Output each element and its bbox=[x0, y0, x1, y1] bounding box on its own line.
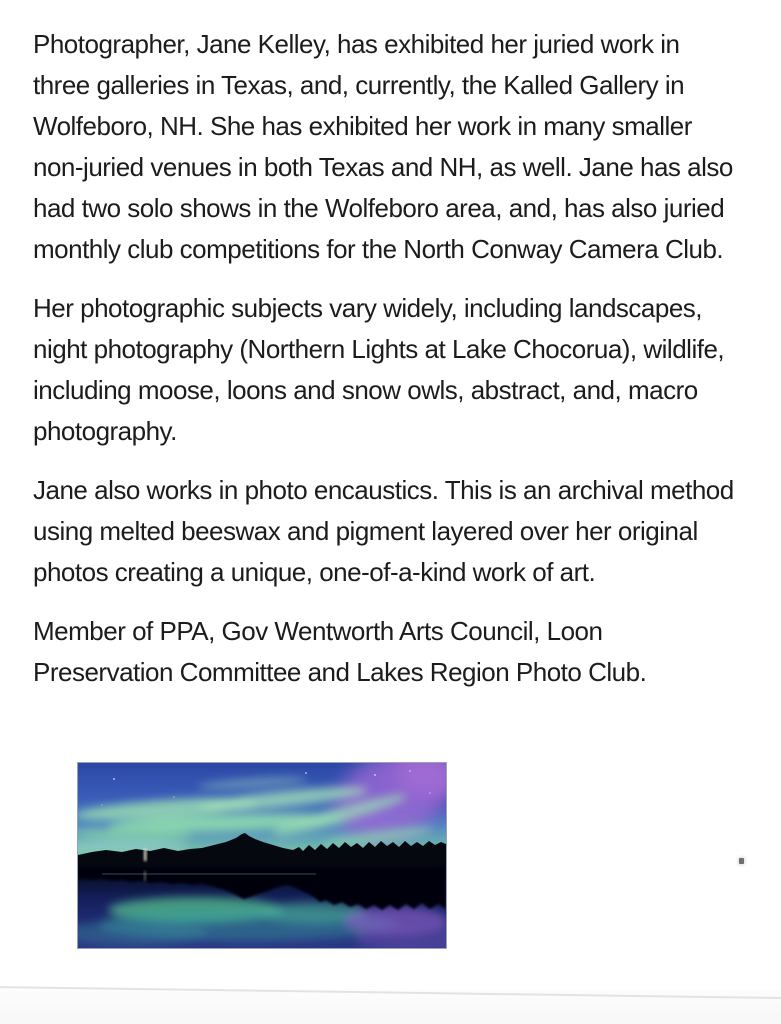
text-line: Wolfeboro, NH. She has exhibited her work in many smaller bbox=[33, 111, 692, 141]
text-line: photos creating a unique, one-of-a-kind work of art. bbox=[33, 557, 596, 587]
text-line: Preservation Committee and Lakes Region Photo Club. bbox=[33, 657, 647, 687]
text-line: Member of PPA, Gov Wentworth Arts Council, Loon bbox=[33, 616, 603, 646]
paragraph-memberships bbox=[33, 611, 767, 693]
text-line: Jane also works in photo encaustics. This is an archival method bbox=[33, 475, 734, 505]
text-line: non-juried venues in both Texas and NH, as well. Jane has also bbox=[33, 152, 733, 182]
text-line: including moose, loons and snow owls, abstract, and, macro bbox=[33, 375, 698, 405]
bio-text bbox=[33, 24, 767, 711]
shore-light-reflection bbox=[144, 871, 146, 881]
scan-dust-speck bbox=[739, 858, 744, 864]
text-line: Photographer, Jane Kelley, has exhibited her juried work in bbox=[33, 29, 680, 59]
aurora-lake-photo bbox=[77, 762, 447, 949]
text-line: Her photographic subjects vary widely, including landscapes, bbox=[33, 293, 703, 323]
text-line: night photography (Northern Lights at Lake Chocorua), wildlife, bbox=[33, 334, 725, 364]
paragraph-encaustics bbox=[33, 470, 767, 593]
text-line: photography. bbox=[33, 416, 177, 446]
text-line: three galleries in Texas, and, currently, the Kalled Gallery in bbox=[33, 70, 685, 100]
text-line: using melted beeswax and pigment layered over her original bbox=[33, 516, 698, 546]
scan-bottom-strip bbox=[0, 989, 781, 1024]
paragraph-subjects bbox=[33, 288, 767, 452]
paragraph-exhibits bbox=[33, 24, 767, 270]
text-line: had two solo shows in the Wolfeboro area, and, has also juried bbox=[33, 193, 725, 223]
text-line: monthly club competitions for the North Conway Camera Club. bbox=[33, 234, 724, 264]
shore-light bbox=[144, 849, 147, 861]
